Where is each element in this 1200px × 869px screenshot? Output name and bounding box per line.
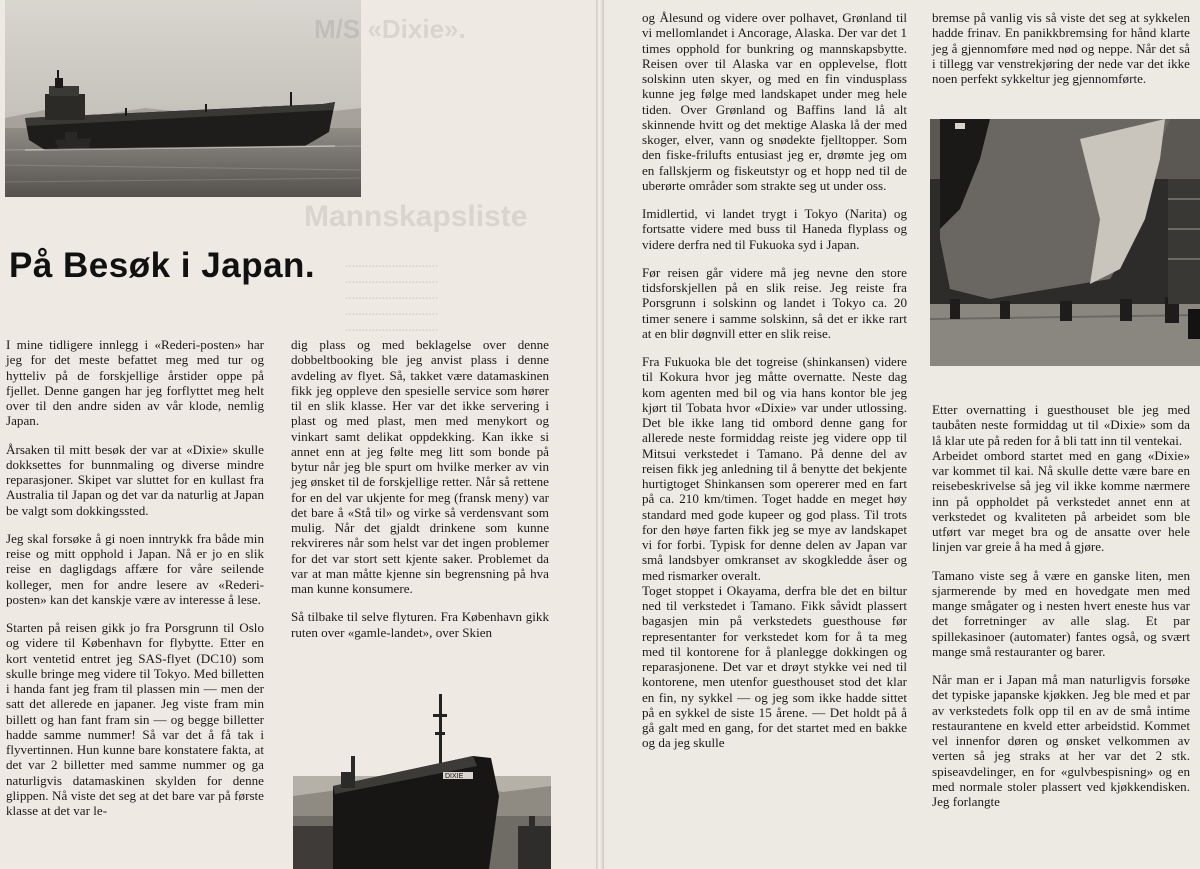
right-column-2 [932,402,1190,809]
paragraph: Før reisen går videre må jeg nevne den store tidsforskjellen på en slik reise. Jeg reiste fra Porsgrunn i solskinn og landet i Tokyo ca. 20 timer senere i samme solskinn, så det er ikke rart at en blir døgnvill etter en slik reise. [642,264,907,341]
paragraph: Toget stoppet i Okayama, derfra ble det en biltur ned til verkstedet i Tamano. Fikk såvidt plassert bagasjen min på verkstedets guesthouse før representanter for verkstedet kom for å ta meg med til kontorene for å planlegge dokkingen og reparasjonene. Det var et drøyt stykke vei ned til kontorene, men utenfor guesthouset stod det klar en fin, ny sykkel — og jeg som ikke hadde sittet på en sykkel de siste 15 årene. — Det holdt på å gå galt med en gang, for det startet med en bakke og da jeg skulle [642,582,907,751]
tanker-photo [5,0,361,197]
right-column-1 [642,10,907,751]
paragraph: Etter overnatting i guesthouset ble jeg med taubåten neste formiddag ut til «Dixie» som da lå klar ute på reden for å bli tatt inn til ventekai. [932,402,1190,448]
ship-bow-photo [293,676,551,869]
paragraph: dig plass og med beklagelse over denne dobbeltbooking ble jeg anvist plass i denne avdeling av flyet. Så, takket være datamaskinen fikk jeg oppleve den spesielle service som hører til en slik klasse. Her var det ikke servering i plast og med plast, men med menykort og vinkart samt delikat oppdekking. Kan ikke si annet enn at jeg følte meg litt som bonde på bytur når jeg ble spurt om hvilke merker av vin jeg ønsket til de forskjellige retter. Når så rettene for en del var ukjente for meg (fransk meny) var det bare å «Stå til» og virke så verdensvant som mulig. Når det gjaldt drinkene som kunne rekvireres når som helst var det ingen problemer for det var stort sett kjente saker. Problemet da var at man måtte kjenne sin begrensning på hva man kunne konsumere. [291,337,549,596]
paragraph: Imidlertid, vi landet trygt i Tokyo (Narita) og fortsatte videre med buss til Haneda flyplass og videre derfra ned til Fukuoka syd i Japan. [642,206,907,252]
paragraph: Når man er i Japan må man naturligvis forsøke det typiske japanske kjøkken. Jeg ble med et par av verkstedets folk opp til en av de små intime restaurantene en kveld etter arbeidstid. Kommet vel innenfor døren og ønsket velkommen av verten så jeg straks at her var det 2 stk. spiseavdelinger, en for «gulvbespisning» og en med normale stoler plassert ved kjøkkendisken. Jeg forlangte [932,672,1190,809]
left-page [0,0,596,869]
paragraph: Årsaken til mitt besøk der var at «Dixie» skulle dokksettes for bunnmaling og diverse mindre reparasjoner. Skipet var sluttet for en kullast fra Australia til Japan og det var da naturlig at Japan be valgt som dokkingssted. [6,441,264,518]
paragraph: Jeg skal forsøke å gi noen inntrykk fra både min reise og mitt opphold i Japan. Nå er jo en slik reise en dagligdags affære for våre seilende kolleger, men for andre lesere av «Rederi-posten» kan det kanskje være av interesse å lese. [6,530,264,607]
paragraph: Arbeidet ombord startet med en gang «Dixie» var kommet til kai. Nå skulle dette være bare en reisebeskrivelse så jeg vil ikke komme nærmere inn på oppholdet på verkstedet annet enn at verkstedet og kvaliteten på arbeidet som ble utført var meget bra og de ansatte over hele linjen var greie å ha med å gjøre. [932,447,1190,555]
paragraph: Starten på reisen gikk jo fra Porsgrunn til Oslo og videre til København for flybytte. Etter en kort ventetid entret jeg SAS-flyet (DC10) som skulle bringe meg videre til Tokyo. Med billetten i handa fant jeg fram til plassen min — men der satt det allerede en japaner. Jeg viste fram min billett og han fant fram sin — og begge billetter hadde samme nummer! Så var det å få tak i flyvertinnen. Hun kunne bare konstatere fakta, at det var 2 billetter med samme nummer og ga naturligvis datamaskinen skylden for denne glippen. Nå viste det seg at det bare var på første klasse at det var le- [6,620,264,818]
left-column-2 [291,337,549,640]
paragraph: I mine tidligere innlegg i «Rederi-posten» har jeg for det meste befattet meg med tur og hytteliv på de forskjellige årstider oppe på fjellet. Denne gangen har jeg forflyttet meg helt over til den andre siden av vår klode, nemlig Japan. [6,337,264,429]
show-through-text: ............................ ............................ ............................ ............................ ............................ [345,256,439,334]
paragraph: Tamano viste seg å være en ganske liten, men sjarmerende by med en hovedgate men med mange smågater og i nesten hvert eneste hus var det forretninger av alle slag. Et par spillekasinoer (automater) fantes også, og svært mange små restauranter og barer. [932,567,1190,659]
paragraph: Fra Fukuoka ble det togreise (shinkansen) videre til Kokura hvor jeg måtte overnatte. Neste dag kom agenten med bil og via hans kontor ble jeg kjørt til Tobata hvor «Dixie» var under utlossing. Det ble ikke lang tid ombord denne gang for allerede neste formiddag reiste jeg videre opp til Mitsui verkstedet i Tamano. På denne del av reisen fikk jeg anledning til å benytte det bekjente hurtigtoget Shinkansen som opererer med en fart på ca. 210 km/timen. Toget hadde en meget høy standard med gode kupeer og god plass. Til trots for den høye farten fikk jeg se mye av landskapet vi for forbi. Typisk for denne delen av Japan var små landsbyer omkranset av skogkledde åser og med rismarker overalt. [642,354,907,583]
drydock-photo [930,119,1200,366]
right-column-2-top [932,10,1190,86]
right-page [604,0,1200,869]
paragraph: og Ålesund og videre over polhavet, Grønland til vi mellomlandet i Ancorage, Alaska. Der var det 1 times opphold for bunkring og mannskapsbytte. Reisen over til Alaska var en opplevelse, flott solskinn uten skyer, og med en fin vindusplass kunne jeg følge med landskapet under meg hele tiden. Over Grønland og Baffins land lå alt skinnende hvitt og det mektige Alaska lå der med skoger, elver, vann og snødekte fjelltopper. Som den fiske-frilufts entusiast jeg er, drømte jeg om en fallskjerm og fiskeutstyr og et hopp ned til de uberørte områder som strakte seg ut under oss. [642,10,907,193]
article-title: På Besøk i Japan. [9,246,316,285]
left-column-1 [6,337,264,818]
ship-name-label: DIXIE [445,773,464,780]
paragraph: bremse på vanlig vis så viste det seg at sykkelen hadde frinav. En panikkbremsing for hånd klarte jeg å gjennomføre med nød og neppe. Når det så i tillegg var venstrekjøring der nede var det ikke noen perfekt sykkeltur jeg gjennomførte. [932,10,1190,86]
paragraph: Så tilbake til selve flyturen. Fra København gikk ruten over «gamle-landet», over Skien [291,609,549,640]
book-gutter [596,0,604,869]
